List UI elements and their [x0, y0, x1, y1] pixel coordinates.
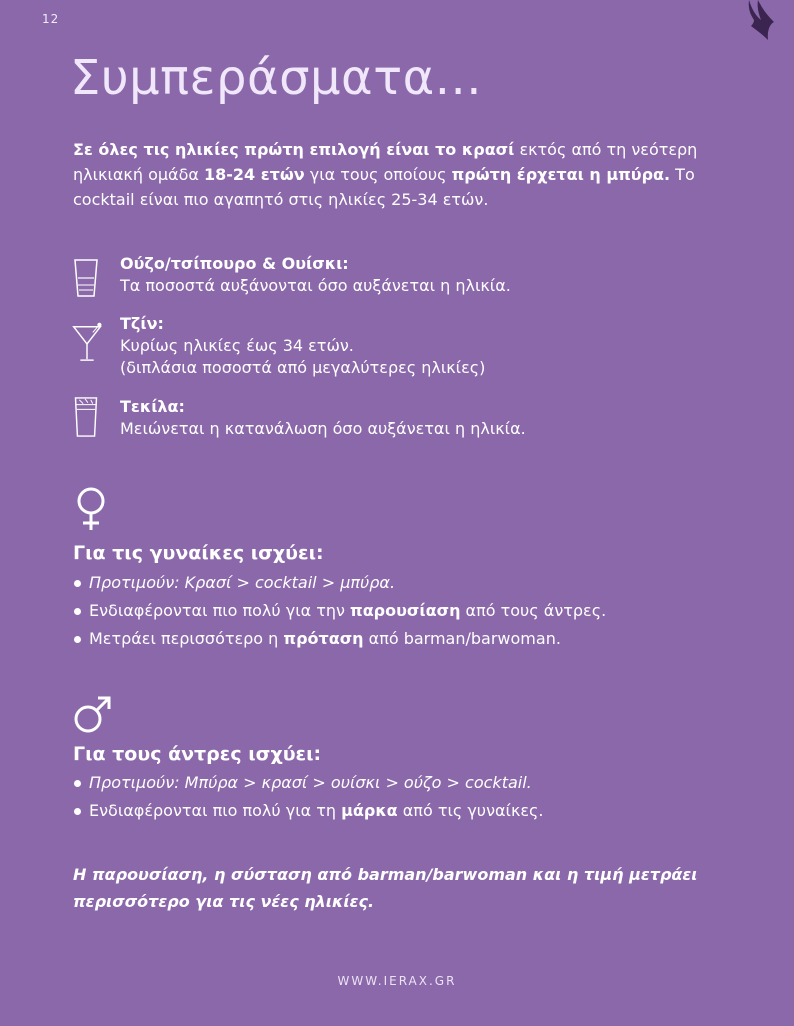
intro-text-2: εκτός από τη νεότερη ηλικιακή ομάδα [73, 140, 698, 184]
drink-item-ouzo-whisky [73, 253, 753, 303]
shot-glass-icon [73, 258, 99, 300]
drink-description: Κυρίως ηλικίες έως 34 ετών. [120, 336, 354, 355]
drink-description: (διπλάσια ποσοστά από μεγαλύτερες ηλικίες) [120, 358, 486, 377]
tall-glass-icon [73, 396, 99, 438]
list-item: Προτιμούν: Κρασί > cocktail > μπύρα. [73, 569, 763, 597]
drink-name: Τζίν: [120, 314, 164, 333]
intro-bold-3: 18-24 ετών [204, 165, 305, 184]
list-item: Μετράει περισσότερο η πρόταση από barman/barwoman. [73, 625, 763, 653]
women-heading: Για τις γυναίκες ισχύει: [73, 542, 324, 564]
drink-name: Ούζο/τσίπουρο & Ουίσκι: [120, 254, 349, 273]
page-title: Συμπεράσματα... [70, 50, 483, 106]
women-bullet-list [73, 569, 763, 653]
drink-name: Τεκίλα: [120, 397, 185, 416]
men-heading: Για τους άντρες ισχύει: [73, 743, 322, 765]
conclusion-text: Η παρουσίαση, η σύσταση από barman/barwoman και η τιμή μετράει περισσότερο για τις νέες ηλικίες. [73, 865, 698, 911]
drink-description: Μειώνεται η κατανάλωση όσο αυξάνεται η ηλικία. [120, 419, 526, 438]
drink-item-tequila [73, 396, 753, 446]
men-bullet-list [73, 769, 763, 825]
intro-text-4: για τους οποίους [304, 165, 452, 184]
page-number: 12 [42, 12, 60, 26]
martini-glass-icon [71, 321, 103, 363]
female-symbol-icon [74, 487, 108, 531]
footer-url: WWW.IERAX.GR [337, 974, 457, 988]
drink-description: Τα ποσοστά αυξάνονται όσο αυξάνεται η ηλικία. [120, 276, 511, 295]
intro-paragraph [73, 137, 733, 212]
list-item: Ενδιαφέρονται πιο πολύ για την παρουσίαση από τους άντρες. [73, 597, 763, 625]
intro-text-6: Το cocktail είναι πιο αγαπητό στις ηλικίες 25-34 ετών. [73, 165, 695, 209]
hawk-logo-icon [746, 0, 776, 44]
list-item: Ενδιαφέρονται πιο πολύ για τη μάρκα από τις γυναίκες. [73, 797, 763, 825]
intro-bold-5: πρώτη έρχεται η μπύρα. [451, 165, 671, 184]
male-symbol-icon [73, 694, 113, 734]
drink-item-gin [73, 313, 753, 388]
list-item: Προτιμούν: Μπύρα > κρασί > ουίσκι > ούζο > cocktail. [73, 769, 763, 797]
intro-bold-1: Σε όλες τις ηλικίες πρώτη επιλογή είναι το κρασί [73, 140, 515, 159]
